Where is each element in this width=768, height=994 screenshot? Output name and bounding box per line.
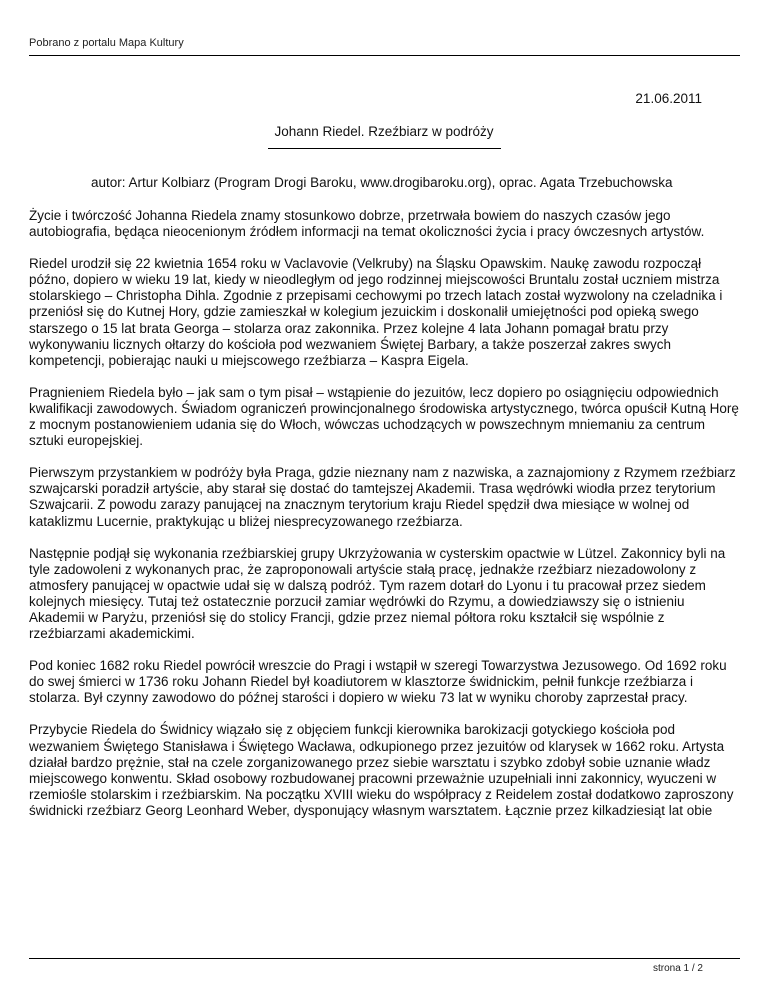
page-number: strona 1 / 2 [652,963,703,974]
title-underline [268,148,501,149]
document-date: 21.06.2011 [635,91,702,106]
paragraph: Pragnieniem Riedela było – jak sam o tym pisał – wstąpienie do jezuitów, lecz dopiero po osiągnięciu odpowiednich kwalifikacji zawodowych. Świadom ograniczeń prowincjonalnego środowiska artystycznego, twórca opuścił Kutną Horę z mocnym postanowieniem udania się do Włoch, wówczas uchodzących w powszechnym mniemaniu za centrum sztuki europejskiej. [29,384,739,449]
header-divider [29,55,740,56]
paragraph: Następnie podjął się wykonania rzeźbiarskiej grupy Ukrzyżowania w cysterskim opactwie w Lützel. Zakonnicy byli na tyle zadowoleni z wykonanych prac, że zaproponowali artyście stałą pracę, jednakże rzeźbiarz niezadowolony z atmosfery panującej w opactwie udał się w dalszą podróż. Tym razem dotarł do Lyonu i tu pracował przez siedem kolejnych miesięcy. Tutaj też ostatecznie porzucił zamiar wędrówki do Rzymu, a dowiedziawszy się o istnieniu Akademii w Paryżu, przeniósł się do stolicy Francji, gdzie przez niemal półtora roku kształcił się wspólnie z rzeźbiarzami akademickimi. [29,545,726,642]
paragraph: Pierwszym przystankiem w podróży była Praga, gdzie nieznany nam z nazwiska, a zaznajomiony z Rzymem rzeźbiarz szwajcarski poradził artyście, aby starał się dostać do tamtejszej Akademii. Trasa wędrówki wiodła przez terytorium Szwajcarii. Z powodu zarazy panującej na znacznym terytorium kraju Riedel spędził dwa miesiące w wolnej od kataklizmu Lucernie, praktykując u bliżej niesprecyzowanego rzeźbiarza. [29,465,736,529]
footer-divider [29,958,740,959]
article-body [29,208,741,835]
paragraph: Przybycie Riedela do Świdnicy wiązało się z objęciem funkcji kierownika barokizacji gotyckiego kościoła pod wezwaniem Świętego Stanisława i Świętego Wacława, odkupionego przez jezuitów od klarysek w 1662 roku. Artysta działał bardzo prężnie, stał na czele zorganizowanego przez siebie warsztatu i szybko zdobył sobie uznanie władz miejscowego konwentu. Skład osobowy rozbudowanej pracowni przeważnie uzupełniali inni zakonnicy, wyuczeni w rzemiośle stolarskim i rzeźbiarskim. Na początku XVIII wieku do współpracy z Reidelem został dodatkowo zaproszony świdnicki rzeźbiarz Georg Leonhard Weber, dysponujący własnym warsztatem. Łącznie przez kilkadziesiąt lat obie [29,722,734,818]
source-header: Pobrano z portalu Mapa Kultury [29,37,184,49]
paragraph: Riedel urodził się 22 kwietnia 1654 roku w Vaclavovie (Velkruby) na Śląsku Opawskim. Naukę zawodu rozpoczął późno, dopiero w wieku 19 lat, kiedy w nieodległym od jego rodzinnej miejscowości Bruntalu został uczniem mistrza stolarskiego – Christopha Dihla. Zgodnie z przepisami cechowymi po trzech latach został wyzwolony na czeladnika i przeniósł się do Kutnej Hory, gdzie zamieszkał w kolegium jezuickim i doskonalił umiejętności pod opieką swego starszego o 15 lat brata Georga – stolarza oraz zakonnika. Przez kolejne 4 lata Johann pomagał bratu przy wykonywaniu licznych ołtarzy do kościoła pod wezwaniem Świętej Barbary, a także poszerzał zakres swych kompetencji, pobierając nauki u miejscowego rzeźbiarza – Kaspra Eigela. [29,256,723,368]
author-line: autor: Artur Kolbiarz (Program Drogi Baroku, www.drogibaroku.org), oprac. Agata Trzebuchowska [91,175,673,190]
paragraph: Życie i twórczość Johanna Riedela znamy stosunkowo dobrze, przetrwała bowiem do naszych czasów jego autobiografia, będąca nieocenionym źródłem informacji na temat okoliczności życia i pracy ówczesnych artystów. [29,208,705,240]
title-block [0,124,768,149]
paragraph: Pod koniec 1682 roku Riedel powrócił wreszcie do Pragi i wstąpił w szeregi Towarzystwa Jezusowego. Od 1692 roku do swej śmierci w 1736 roku Johann Riedel był koadiutorem w klasztorze świdnickim, pełnił funkcje rzeźbiarza i stolarza. Był czynny zawodowo do późnej starości i dopiero w wieku 73 lat w wyniku choroby zaprzestał pracy. [29,658,727,706]
document-title: Johann Riedel. Rzeźbiarz w podróży [274,124,494,139]
